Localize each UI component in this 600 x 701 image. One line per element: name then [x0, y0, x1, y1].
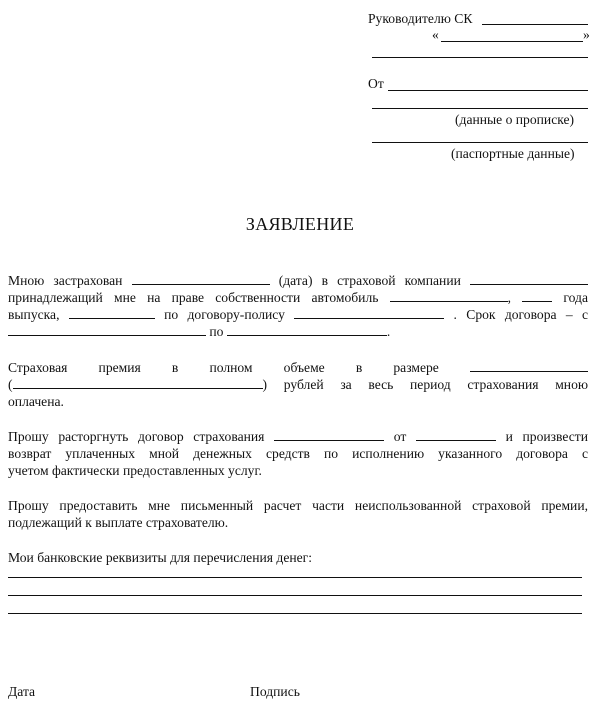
p4-row-2: подлежащий к выплате страхователю. — [8, 515, 229, 530]
contract-number-line[interactable] — [274, 428, 384, 441]
p4-row-1: Прошу предоставить мне письменный расчет части неиспользованной страховой премии, — [8, 498, 588, 513]
p2-paren-close: ) — [262, 377, 268, 392]
date-label: Дата — [8, 684, 36, 699]
from-label: От — [368, 76, 384, 91]
p1-row-1 — [8, 272, 588, 289]
p2-word: в — [355, 360, 363, 375]
passport-line[interactable] — [372, 142, 588, 143]
p2-word: в — [171, 360, 179, 375]
applicant-name-line[interactable] — [388, 90, 588, 91]
bank-details-line-3[interactable] — [8, 613, 582, 614]
p3-from-text: от — [393, 429, 407, 444]
addressee-label: Руководителю СК — [368, 11, 473, 26]
p2-row-1 — [8, 359, 588, 376]
p1-policy-text: по договору-полису — [164, 307, 285, 322]
contract-date-line[interactable] — [416, 428, 496, 441]
p1-ownership-text: принадлежащий мне на праве собственности автомобиль — [8, 290, 379, 305]
policy-number-line[interactable] — [294, 306, 444, 319]
premium-amount-line[interactable] — [470, 359, 588, 372]
p2-word: весь — [368, 377, 394, 392]
registration-caption: (данные о прописке) — [455, 112, 575, 127]
term-end-line[interactable] — [227, 323, 387, 336]
p2-word: объеме — [283, 360, 325, 375]
p1-year-text: года — [563, 290, 588, 305]
p3-terminate-text: Прошу расторгнуть договор страхования — [8, 429, 265, 444]
p2-word: Страховая — [8, 360, 68, 375]
p2-word: полном — [209, 360, 253, 375]
p3-refund-text: и произвести — [505, 429, 589, 444]
p1-row-2 — [8, 289, 588, 306]
p3-row-1 — [8, 428, 588, 445]
quote-open: « — [432, 27, 439, 42]
p1-release-text: выпуска, — [8, 307, 60, 322]
p3-row-3: учетом фактически предоставленных услуг. — [8, 463, 262, 478]
signature-label: Подпись — [250, 684, 300, 699]
addressee-extra-line[interactable] — [372, 57, 588, 58]
company-line[interactable] — [470, 272, 588, 285]
p2-row-3: оплачена. — [8, 394, 64, 409]
registration-line[interactable] — [372, 108, 588, 109]
p1-period: . — [386, 324, 391, 339]
release-line[interactable] — [69, 306, 155, 319]
p2-paren-open: ( — [8, 377, 13, 392]
premium-words-line[interactable] — [13, 376, 263, 389]
bank-details-line-2[interactable] — [8, 595, 582, 596]
p2-word: премия — [98, 360, 141, 375]
p2-word: мною — [555, 377, 589, 392]
p1-comma: , — [507, 290, 512, 305]
term-start-line[interactable] — [8, 323, 206, 336]
p2-word: за — [340, 377, 352, 392]
p1-row-3 — [8, 306, 588, 323]
p2-row-2 — [8, 376, 588, 393]
bank-details-label: Мои банковские реквизиты для перечисления денег: — [8, 550, 313, 565]
p1-insured-text: Мною застрахован — [8, 273, 123, 288]
insured-object-line[interactable] — [132, 272, 270, 285]
insurance-company-line[interactable] — [482, 24, 588, 25]
p1-term-text: . Срок договора – с — [453, 307, 588, 322]
p2-word: страхования — [467, 377, 539, 392]
p3-row-2: возврат уплаченных мной денежных средств по исполнению указанного договора с — [8, 446, 588, 461]
p2-word: период — [410, 377, 451, 392]
quote-close: » — [583, 27, 590, 42]
p1-until-text: по — [209, 324, 224, 339]
company-name-line[interactable] — [441, 41, 583, 42]
document-title: ЗАЯВЛЕНИЕ — [245, 214, 355, 234]
p2-word: размере — [393, 360, 439, 375]
bank-details-line-1[interactable] — [8, 577, 582, 578]
car-model-line[interactable] — [390, 289, 508, 302]
passport-caption: (паспортные данные) — [451, 146, 575, 161]
p1-date-company-text: (дата) в страховой компании — [278, 273, 461, 288]
p1-row-4 — [8, 323, 588, 340]
car-year-line[interactable] — [522, 289, 552, 302]
p2-word: рублей — [283, 377, 324, 392]
